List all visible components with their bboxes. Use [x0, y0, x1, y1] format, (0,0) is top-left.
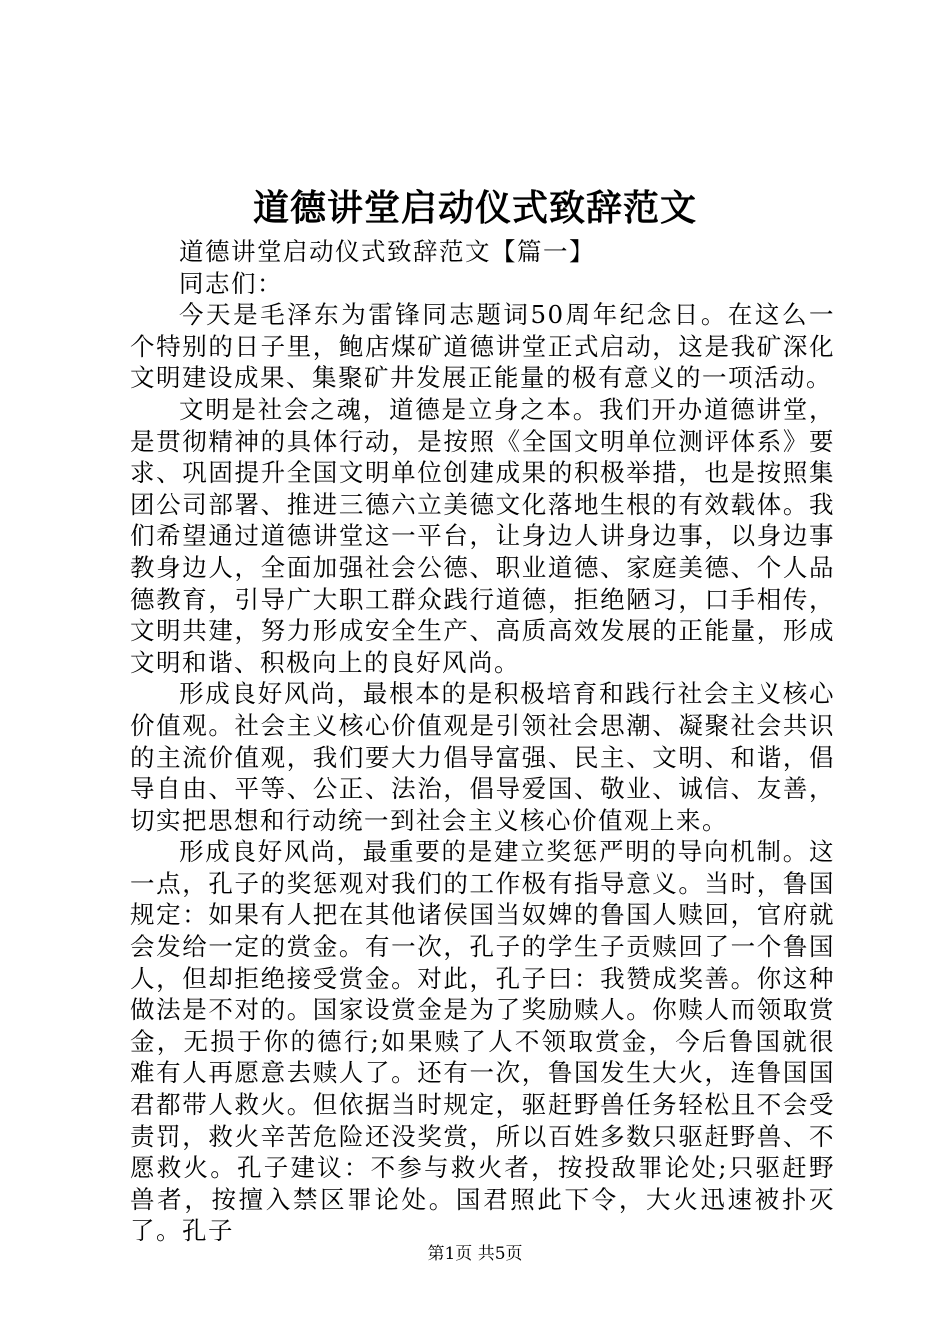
salutation: 同志们：	[179, 268, 283, 298]
paragraph: 文明是社会之魂，道德是立身之本。我们开办道德讲堂，是贯彻精神的具体行动，是按照《全国文明单位测评体系》要求、巩固提升全国文明单位创建成果的积极举措，也是按照集团公司部署、推进三德六立美德文化落地生根的有效载体。我们希望通过道德讲堂这一平台，让身边人讲身边事，以身边事教身边人，全面加强社会公德、职业道德、家庭美德、个人品德教育，引导广大职工群众践行道德，拒绝陋习，口手相传，文明共建，努力形成安全生产、高质高效发展的正能量，形成文明和谐、积极向上的良好风尚。	[130, 394, 835, 677]
page-footer: 第1页 共5页	[427, 1244, 523, 1264]
section-heading: 道德讲堂启动仪式致辞范文【篇一】	[179, 237, 595, 266]
paragraph: 今天是毛泽东为雷锋同志题词50周年纪念日。在这么一个特别的日子里，鲍店煤矿道德讲堂正式启动，这是我矿深化文明建设成果、集聚矿井发展正能量的极有意义的一项活动。	[130, 300, 835, 393]
paragraph: 形成良好风尚，最根本的是积极培育和践行社会主义核心价值观。社会主义核心价值观是引领社会思潮、凝聚社会共识的主流价值观，我们要大力倡导富强、民主、文明、和谐，倡导自由、平等、公正、法治，倡导爱国、敬业、诚信、友善，切实把思想和行动统一到社会主义核心价值观上来。	[130, 679, 835, 835]
paragraph: 形成良好风尚，最重要的是建立奖惩严明的导向机制。这一点，孔子的奖惩观对我们的工作极有指导意义。当时，鲁国规定：如果有人把在其他诸侯国当奴婢的鲁国人赎回，官府就会发给一定的赏金。有一次，孔子的学生子贡赎回了一个鲁国人，但却拒绝接受赏金。对此，孔子曰：我赞成奖善。你这种做法是不对的。国家设赏金是为了奖励赎人。你赎人而领取赏金，无损于你的德行;如果赎了人不领取赏金，今后鲁国就很难有人再愿意去赎人了。还有一次，鲁国发生大火，连鲁国国君都带人救火。但依据当时规定，驱赶野兽任务轻松且不会受责罚，救火辛苦危险还没奖赏，所以百姓多数只驱赶野兽、不愿救火。孔子建议：不参与救火者，按投敌罪论处;只驱赶野兽者，按擅入禁区罪论处。国君照此下令，大火迅速被扑灭了。孔子	[130, 837, 835, 1246]
document-title: 道德讲堂启动仪式致辞范文	[252, 187, 697, 229]
document-body	[130, 236, 835, 1247]
